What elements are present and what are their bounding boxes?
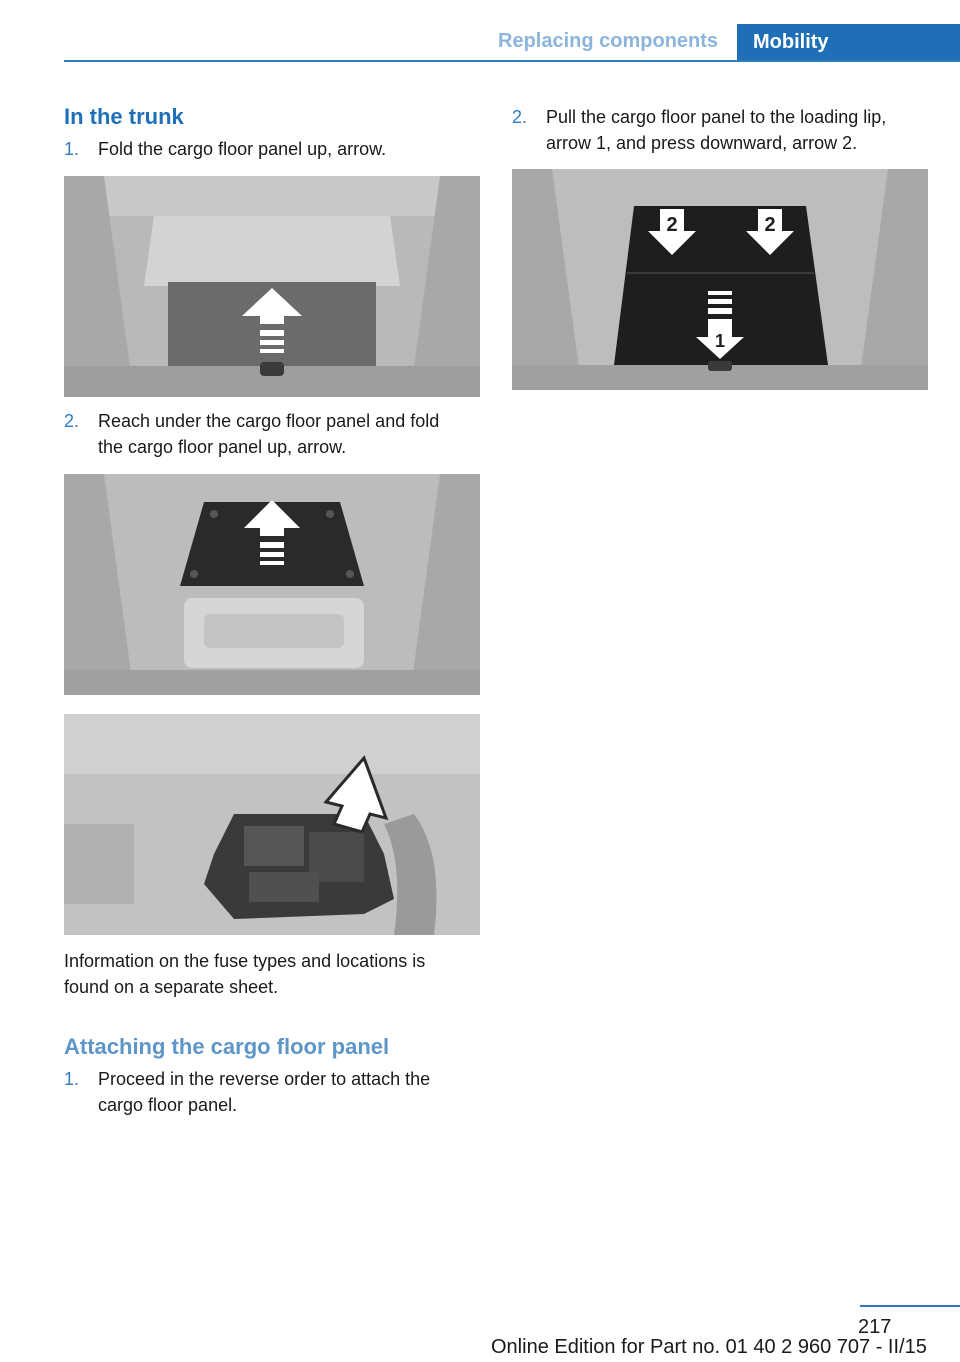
- heading-in-the-trunk: In the trunk: [64, 104, 184, 129]
- step-text-line-2: arrow 1, and press downward, arrow 2.: [546, 133, 858, 153]
- header-section-title: Replacing components: [498, 30, 719, 52]
- step-number: 1.: [64, 139, 80, 159]
- arrow-label-1: 1: [714, 331, 726, 351]
- fuse-info-line-1: Information on the fuse types and locations is: [64, 951, 426, 971]
- page-number: 217: [858, 1316, 892, 1338]
- step-number: 2.: [512, 107, 528, 127]
- figure-trunk-fold-panel: [64, 176, 480, 397]
- footer-rule: [860, 1305, 960, 1307]
- step-text-line-1: Pull the cargo floor panel to the loading lip,: [546, 107, 887, 127]
- footer-edition: Online Edition for Part no. 01 40 2 960 707 - II/15: [491, 1336, 927, 1358]
- arrow-label-2-right: 2: [764, 214, 776, 236]
- header-chapter-label: Mobility: [753, 31, 829, 53]
- step-text-line-2: cargo floor panel.: [98, 1095, 238, 1115]
- step-text-line-1: Reach under the cargo floor panel and fold: [98, 411, 440, 431]
- step-number: 1.: [64, 1069, 80, 1089]
- step-text-line-1: Proceed in the reverse order to attach the: [98, 1069, 431, 1089]
- figure-panel-press-down: [512, 169, 928, 390]
- header-rule: [64, 60, 960, 62]
- figure-fuse-box: [64, 714, 480, 935]
- arrow-label-2-left: 2: [666, 214, 678, 236]
- fuse-info-line-2: found on a separate sheet.: [64, 977, 279, 997]
- fuse-info-paragraph: [64, 948, 484, 1000]
- step-text-line-2: the cargo floor panel up, arrow.: [98, 437, 347, 457]
- figure-trunk-panel-folded: [64, 474, 480, 695]
- step-number: 2.: [64, 411, 80, 431]
- step-text: Fold the cargo floor panel up, arrow.: [98, 139, 387, 159]
- header-chapter-tab: [737, 24, 960, 62]
- heading-attaching-panel: Attaching the cargo floor panel: [64, 1034, 390, 1059]
